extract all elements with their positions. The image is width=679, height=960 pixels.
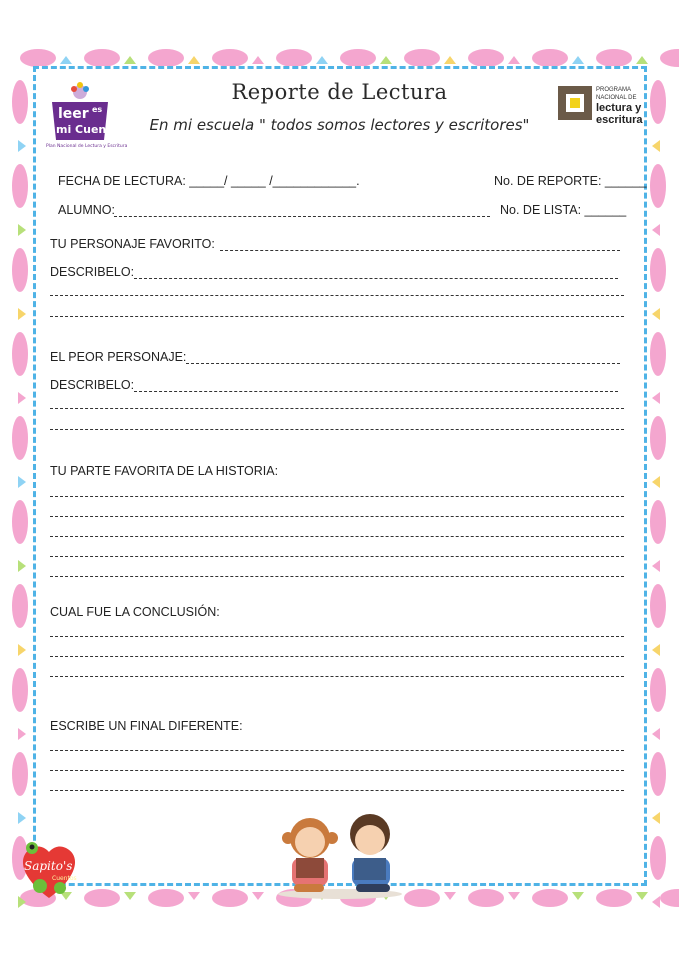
writing-line[interactable]: [50, 636, 624, 637]
border-shape: [650, 836, 666, 880]
border-shape: [652, 728, 660, 740]
border-shape: [652, 644, 660, 656]
svg-text:escritura: escritura: [596, 114, 643, 126]
border-shape: [468, 889, 504, 907]
border-shape: [650, 584, 666, 628]
border-shape: [12, 668, 28, 712]
border-shape: [444, 56, 456, 64]
border-shape: [276, 49, 312, 67]
border-shape: [650, 416, 666, 460]
border-shape: [532, 49, 568, 67]
border-shape: [404, 49, 440, 67]
sapitos-cuentos-logo: [16, 838, 82, 900]
border-shape: [12, 752, 28, 796]
numero-reporte-field[interactable]: No. DE REPORTE: ______: [494, 174, 647, 188]
svg-text:PROGRAMA: PROGRAMA: [596, 87, 632, 93]
border-shape: [12, 500, 28, 544]
writing-line[interactable]: [50, 576, 624, 577]
border-shape: [18, 140, 26, 152]
svg-text:mi Cuento: mi Cuento: [56, 123, 120, 136]
border-shape: [18, 224, 26, 236]
writing-line[interactable]: [50, 536, 624, 537]
writing-line[interactable]: [50, 496, 624, 497]
peor-personaje-line[interactable]: [186, 363, 620, 364]
describelo-line[interactable]: [134, 278, 618, 279]
border-shape: [340, 49, 376, 67]
border-shape: [12, 248, 28, 292]
border-shape: [650, 752, 666, 796]
border-shape: [468, 49, 504, 67]
border-shape: [650, 500, 666, 544]
border-shape: [252, 892, 264, 900]
svg-text:NACIONAL DE: NACIONAL DE: [596, 95, 637, 101]
border-shape: [316, 56, 328, 64]
page-title: Reporte de Lectura: [231, 80, 448, 104]
writing-line[interactable]: [50, 676, 624, 677]
writing-line[interactable]: [50, 770, 624, 771]
border-shape: [652, 392, 660, 404]
border-shape: [652, 140, 660, 152]
border-shape: [444, 892, 456, 900]
personaje-favorito-label: TU PERSONAJE FAVORITO:: [50, 237, 215, 251]
alumno-label: ALUMNO:: [58, 203, 115, 217]
border-shape: [12, 332, 28, 376]
border-shape: [124, 56, 136, 64]
border-shape: [148, 49, 184, 67]
border-shape: [12, 164, 28, 208]
border-shape: [660, 889, 679, 907]
numero-lista-field[interactable]: No. DE LISTA: ______: [500, 203, 627, 217]
describelo-line[interactable]: [134, 391, 618, 392]
border-shape: [380, 56, 392, 64]
describelo-label: DESCRIBELO:: [50, 378, 135, 392]
border-shape: [212, 49, 248, 67]
border-shape: [188, 56, 200, 64]
border-shape: [12, 416, 28, 460]
border-shape: [124, 892, 136, 900]
writing-line[interactable]: [50, 516, 624, 517]
border-shape: [148, 889, 184, 907]
border-shape: [652, 476, 660, 488]
border-shape: [652, 308, 660, 320]
border-shape: [636, 56, 648, 64]
alumno-line[interactable]: [114, 216, 490, 217]
svg-text:Plan Nacional de Lectura y Esc: Plan Nacional de Lectura y Escritura: [46, 144, 128, 149]
border-shape: [572, 56, 584, 64]
border-shape: [18, 392, 26, 404]
border-shape: [20, 49, 56, 67]
border-shape: [188, 892, 200, 900]
page-subtitle: En mi escuela " todos somos lectores y escritores": [149, 116, 530, 134]
final-diferente-label: ESCRIBE UN FINAL DIFERENTE:: [50, 719, 243, 733]
border-shape: [84, 49, 120, 67]
border-shape: [652, 560, 660, 572]
border-shape: [18, 308, 26, 320]
writing-line[interactable]: [50, 790, 624, 791]
personaje-favorito-line[interactable]: [220, 250, 620, 251]
border-shape: [18, 476, 26, 488]
border-shape: [650, 668, 666, 712]
writing-line[interactable]: [50, 295, 624, 296]
writing-line[interactable]: [50, 556, 624, 557]
border-shape: [652, 896, 660, 908]
border-shape: [572, 892, 584, 900]
svg-text:lectura y: lectura y: [596, 102, 642, 114]
parte-favorita-label: TU PARTE FAVORITA DE LA HISTORIA:: [50, 464, 279, 478]
border-shape: [18, 560, 26, 572]
border-shape: [18, 728, 26, 740]
writing-line[interactable]: [50, 408, 624, 409]
border-shape: [18, 812, 26, 824]
svg-text:Sapito's: Sapito's: [24, 859, 73, 873]
border-shape: [650, 332, 666, 376]
border-shape: [12, 584, 28, 628]
border-shape: [508, 892, 520, 900]
border-shape: [212, 889, 248, 907]
describelo-label: DESCRIBELO:: [50, 265, 135, 279]
writing-line[interactable]: [50, 316, 624, 317]
border-shape: [18, 644, 26, 656]
border-shape: [596, 49, 632, 67]
border-shape: [596, 889, 632, 907]
peor-personaje-label: EL PEOR PERSONAJE:: [50, 350, 187, 364]
conclusion-label: CUAL FUE LA CONCLUSIÓN:: [50, 605, 220, 619]
border-shape: [252, 56, 264, 64]
svg-text:leer: leer: [58, 106, 89, 122]
writing-line[interactable]: [50, 429, 624, 430]
border-shape: [508, 56, 520, 64]
border-shape: [652, 812, 660, 824]
border-shape: [650, 164, 666, 208]
border-shape: [84, 889, 120, 907]
children-reading-illustration: [270, 808, 410, 900]
svg-text:es: es: [92, 105, 103, 114]
border-shape: [532, 889, 568, 907]
writing-line[interactable]: [50, 750, 624, 751]
border-shape: [660, 49, 679, 67]
border-shape: [60, 56, 72, 64]
fecha-lectura-field[interactable]: FECHA DE LECTURA: _____/ _____ /____________.: [58, 174, 360, 188]
border-shape: [650, 248, 666, 292]
writing-line[interactable]: [50, 656, 624, 657]
border-shape: [652, 224, 660, 236]
border-shape: [636, 892, 648, 900]
svg-text:Cuentos: Cuentos: [52, 875, 77, 882]
